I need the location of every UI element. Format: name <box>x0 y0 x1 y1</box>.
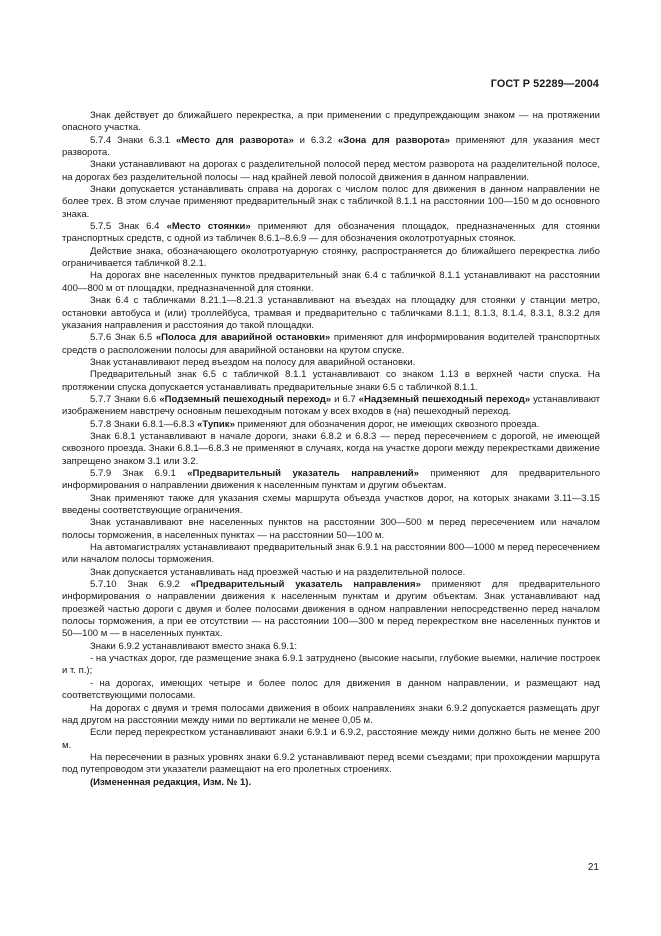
bold-text: «Надземный пешеходный переход» <box>358 393 531 405</box>
text-run: применяют для обозначения площадок, предназначенных для стоянки транспортных средств, с одной из табличек 8.6.1–8.6.9 — для обозначения околотротуарных стоянок. <box>62 221 600 245</box>
paragraph <box>62 653 600 678</box>
paragraph <box>62 369 600 394</box>
paragraph <box>62 727 600 752</box>
text-run: применяют для указания мест разворота. <box>62 134 600 159</box>
paragraph <box>62 332 600 357</box>
document-header: ГОСТ Р 52289—2004 <box>490 78 599 90</box>
text-run: 5.7.7 Знаки 6.6 <box>90 393 160 405</box>
paragraph <box>62 641 600 653</box>
paragraph <box>62 468 600 493</box>
bold-text: «Предварительный указатель направления» <box>190 579 421 591</box>
bold-text: «Полоса для аварийной остановки» <box>155 332 331 344</box>
paragraph <box>62 135 600 160</box>
paragraph <box>62 493 600 518</box>
text-run: Предварительный знак 6.5 с табличкой 8.1.1 устанавливают со знаком 1.13 в верхней части спуска. На протяжении спуска допускается устанавливать предварительные знаки 6.5 с табличкой 8.1.1. <box>62 369 600 393</box>
text-run: 5.7.8 Знаки 6.8.1—6.8.3 <box>90 418 198 430</box>
paragraph <box>62 703 600 728</box>
bold-text: «Тупик» <box>197 418 235 430</box>
paragraph <box>62 517 600 542</box>
text-run: 5.7.5 Знак 6.4 <box>90 221 167 233</box>
paragraph <box>62 579 600 641</box>
document-body <box>62 110 600 789</box>
paragraph <box>62 678 600 703</box>
text-run: Знак 6.8.1 устанавливают в начале дороги, знаки 6.8.2 и 6.8.3 — перед пересечением с дорогой, не имеющей сквозного проезда. Знаки 6.8.1—6.8.3 не применяют в случаях, когда на участке дороги между перекрестками движение запрещено знаком 3.1 или 3.2. <box>62 430 600 467</box>
paragraph <box>62 295 600 332</box>
page-number: 21 <box>587 862 599 873</box>
paragraph <box>62 246 600 271</box>
text-run: Знаки допускается устанавливать справа на дорогах с числом полос для движения в данном направлении не более трех. В этом случае применяют предварительный знак с табличкой 8.1.1 на расстоянии 100—150 м до основного знака. <box>62 184 600 220</box>
text-run: - на дорогах, имеющих четыре и более полос для движения в данном направлении, и размещают над соответствующими полосами. <box>62 677 600 702</box>
bold-text: «Место для разворота» <box>175 134 294 146</box>
text-run: - на участках дорог, где размещение знака 6.9.1 затруднено (высокие насыпи, глубокие выемки, наличие построек и т. п.); <box>62 653 600 677</box>
text-run: и 6.3.2 <box>293 134 338 146</box>
text-run: 5.7.9 Знак 6.9.1 <box>90 467 188 479</box>
text-run: На дорогах с двумя и тремя полосами движения в обоих направлениях знаки 6.9.2 допускается размещать друг над другом на расстоянии между ними по вертикали не менее 0,05 м. <box>62 702 600 726</box>
text-run: применяют для информирования водителей транспортных средств о расположении полосы для аварийной остановки на крутом спуске. <box>62 332 600 356</box>
text-run: Знак действует до ближайшего перекрестка, а при применении с предупреждающим знаком — на протяжении опасного участка. <box>62 110 600 134</box>
paragraph <box>62 159 600 184</box>
text-run: применяют для обозначения дорог, не имеющих сквозного проезда. <box>234 418 540 430</box>
text-run: Знаки устанавливают на дорогах с разделительной полосой перед местом разворота на разделительной полосе, на дорогах без разделительной полосы — над крайней левой полосой движения в данном направлении. <box>62 159 600 183</box>
paragraph <box>62 270 600 295</box>
text-run: 5.7.4 Знаки 6.3.1 <box>90 134 176 146</box>
text-run: Если перед перекрестком устанавливают знаки 6.9.1 и 6.9.2, расстояние между ними должно быть не менее 200 м. <box>62 727 600 751</box>
text-run: На автомагистралях устанавливают предварительный знак 6.9.1 на расстоянии 800—1000 м перед пересечением или началом полосы торможения. <box>62 542 600 566</box>
paragraph <box>62 394 600 419</box>
text-run: Знак применяют также для указания схемы маршрута объезда участков дорог, на которых знаками 3.11—3.15 введены соответствующие ограничения. <box>62 492 600 516</box>
text-run: На пересечении в разных уровнях знаки 6.9.2 устанавливают перед всеми съездами; при прохождении маршрута под путепроводом эти указатели размещают на его пролетных строениях. <box>62 751 600 776</box>
bold-text: «Предварительный указатель направлений» <box>187 467 419 479</box>
bold-text: «Зона для разворота» <box>337 134 450 146</box>
bold-text: «Место стоянки» <box>166 221 251 233</box>
paragraph <box>62 542 600 567</box>
text-run: На дорогах вне населенных пунктов предварительный знак 6.4 с табличкой 8.1.1 устанавливают на расстоянии 400—800 м от площадки, предназначенной для стоянки. <box>62 270 600 294</box>
text-run: Знак 6.4 с табличками 8.21.1—8.21.3 устанавливают на въездах на площадку для стоянки у станции метро, остановки автобуса и (или) троллейбуса, трамвая и предварительно с табличками 8.1.1, 8.1.3, 8.1.4, 8.3.1, 8.3.2 для указания направления и расстояния до такой площадки. <box>62 295 600 331</box>
text-run: 5.7.6 Знак 6.5 <box>90 332 156 344</box>
text-run: применяют для предварительного информирования о направлении движения к населенным пунктам и другим объектам. <box>62 467 600 492</box>
text-run: Знаки 6.9.2 устанавливают вместо знака 6.9.1: <box>90 640 298 652</box>
paragraph <box>62 752 600 777</box>
bold-text: (Измененная редакция, Изм. № 1). <box>90 776 252 788</box>
text-run: Знак устанавливают вне населенных пунктов на расстоянии 300—500 м перед пересечением или началом полосы торможения, в населенных пунктах — на расстоянии 50—100 м. <box>62 517 600 541</box>
text-run: устанавливают изображением навстречу основным пешеходным потокам у всех входов в (на) пешеходный переход. <box>62 393 601 418</box>
text-run: Знак устанавливают перед въездом на полосу для аварийной остановки. <box>90 356 416 368</box>
paragraph <box>62 431 600 468</box>
text-run: применяют для предварительного информирования о направлении движения к населенным пунктам и другим объектам. Знак устанавливают над проезжей частью дороги с двумя и более полосами движения в одном направлении непосредственно перед началом полосы торможения, а при ее отсутствии — на расстоянии 100—300 м перед перекрестком вне населенных пунктов и 50—100 м — в населенных пунктах. <box>62 579 601 640</box>
text-run: и 6.7 <box>331 393 359 405</box>
paragraph <box>62 357 600 369</box>
text-run: Действие знака, обозначающего околотротуарную стоянку, распространяется до ближайшего перекрестка либо ограничивается табличкой 8.2.1. <box>62 245 600 270</box>
bold-text: «Подземный пешеходный переход» <box>159 393 332 405</box>
paragraph <box>62 419 600 431</box>
paragraph <box>62 110 600 135</box>
paragraph <box>62 777 600 789</box>
paragraph <box>62 184 600 221</box>
text-run: Знак допускается устанавливать над проезжей частью и на разделительной полосе. <box>90 566 466 578</box>
paragraph <box>62 221 600 246</box>
text-run: 5.7.10 Знак 6.9.2 <box>90 579 191 591</box>
paragraph <box>62 567 600 579</box>
